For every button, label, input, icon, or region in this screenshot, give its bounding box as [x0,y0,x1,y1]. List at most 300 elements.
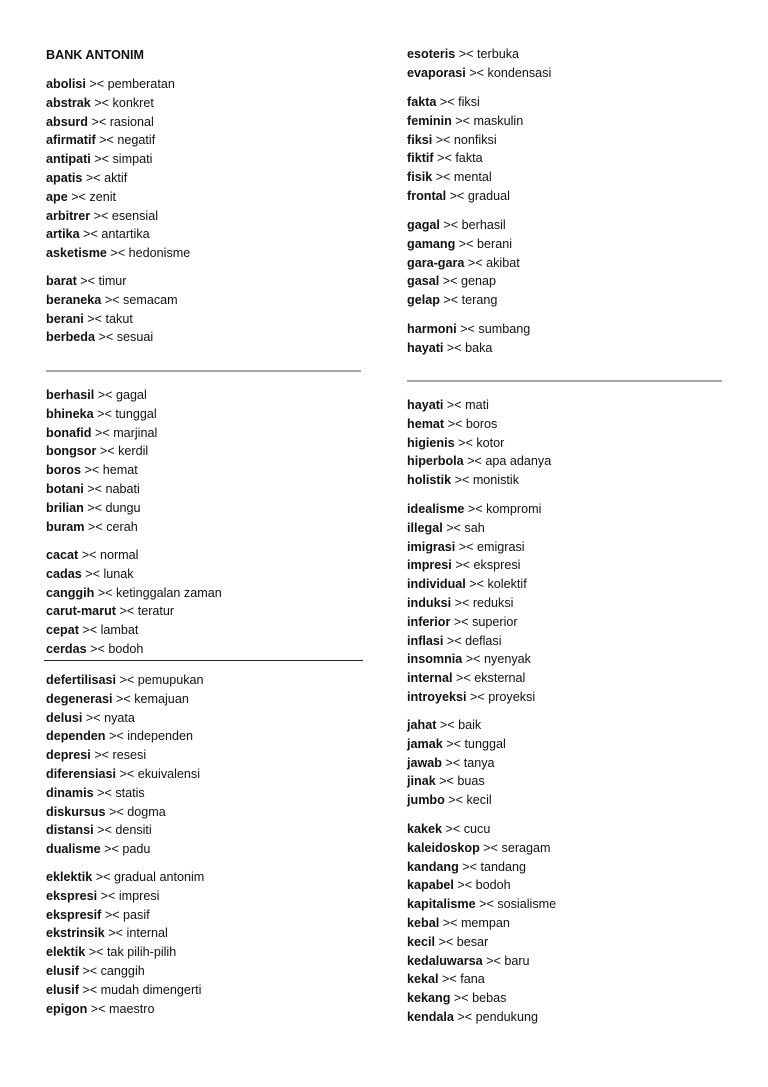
entry-word: gelap [407,293,440,308]
antonym-group [46,671,204,859]
antonym-entry [407,434,551,453]
entry-antonym: statis [115,785,145,800]
entry-word: ape [46,189,68,204]
entry-word: diskursus [46,804,106,819]
antonym-entry [46,244,190,263]
antonym-entry [407,669,541,688]
antonym-entry [407,791,506,810]
entry-word: insomnia [407,652,463,667]
antonym-entry [46,821,204,840]
entry-antonym: cerah [106,519,138,534]
entry-antonym: gradual [467,188,510,203]
entry-word: ekspresif [46,907,102,922]
entry-separator: >< [453,991,469,1006]
antonym-entry [407,187,523,206]
antonym-entry [46,386,157,405]
entry-separator: >< [93,208,109,223]
entry-word: artika [46,227,80,242]
divider-right-gray [407,380,722,382]
antonym-entry [407,415,551,434]
divider-left-black [44,660,363,661]
entry-word: cacat [46,548,79,562]
antonym-group [407,216,520,310]
antonym-entry [46,671,204,690]
entry-word: cepat [46,623,79,638]
entry-word: introyeksi [407,689,467,704]
entry-word: individual [407,577,466,592]
entry-word: dualisme [46,842,101,857]
entry-antonym: pemberatan [107,77,175,91]
entry-word: brilian [46,500,84,515]
entry-antonym: tunggal [115,406,157,421]
antonym-entry [46,272,178,291]
entry-word: depresi [46,748,91,763]
entry-antonym: nyata [104,710,135,725]
antonym-entry [46,621,222,640]
antonym-entry [407,575,541,594]
entry-separator: >< [71,189,86,204]
entry-separator: >< [110,246,126,261]
antonym-entry [46,424,157,443]
antonym-entry [46,291,178,310]
entry-word: afirmatif [46,133,96,148]
antonym-entry [46,602,222,621]
entry-antonym: resesi [112,748,147,763]
entry-separator: >< [88,519,103,534]
entry-separator: >< [435,132,451,147]
antonym-group [407,716,506,810]
entry-word: degenerasi [46,691,113,706]
entry-antonym: ekuivalensi [137,766,201,781]
entry-antonym: berani [477,236,513,251]
antonym-entry [46,405,157,424]
entry-antonym: ekspresi [473,558,521,573]
entry-word: jamak [407,736,443,751]
entry-antonym: timur [98,274,127,288]
entry-word: buram [46,519,85,534]
entry-separator: >< [82,982,98,997]
entry-separator: >< [448,793,463,808]
entry-word: elektik [46,945,86,960]
entry-word: kandang [407,859,459,874]
entry-separator: >< [80,274,96,288]
antonym-entry [46,868,204,887]
entry-separator: >< [446,736,461,751]
entry-separator: >< [87,481,102,496]
entry-antonym: internal [126,926,168,941]
entry-word: kedaluwarsa [407,953,483,968]
entry-word: esoteris [407,47,456,61]
entry-antonym: pasif [123,907,150,922]
antonym-entry [407,970,556,989]
entry-word: hemat [407,416,445,431]
entry-word: asketisme [46,246,107,261]
entry-separator: >< [446,520,461,535]
entry-word: fiksi [407,132,433,147]
antonym-group [407,45,551,83]
entry-word: harmoni [407,322,457,336]
antonym-entry [46,962,204,981]
entry-word: kakek [407,822,443,836]
antonym-entry [407,895,556,914]
antonym-entry [46,480,157,499]
antonym-entry [46,565,222,584]
entry-separator: >< [108,729,124,744]
entry-antonym: padu [122,842,151,857]
antonym-entry [46,709,204,728]
entry-antonym: sesuai [116,330,154,345]
entry-separator: >< [85,170,101,185]
entry-separator: >< [108,926,124,941]
antonym-entry [46,94,190,113]
entry-antonym: pemupukan [137,673,204,687]
entry-separator: >< [458,435,473,450]
antonym-entry [407,688,541,707]
entry-word: dinamis [46,785,94,800]
antonym-entry [407,735,506,754]
antonym-entry [46,113,190,132]
entry-separator: >< [455,113,470,128]
entry-word: kendala [407,1009,454,1024]
entry-separator: >< [457,878,473,893]
entry-word: delusi [46,710,83,725]
entry-separator: >< [98,330,114,345]
entry-separator: >< [87,500,103,515]
entry-antonym: fakta [455,151,483,166]
antonym-entry [407,45,551,64]
antonym-entry [46,690,204,709]
antonym-entry [407,112,523,131]
antonym-entry [407,989,556,1008]
antonym-group [407,500,541,707]
entry-word: jumbo [407,793,445,808]
entry-word: kapitalisme [407,897,476,912]
antonym-entry [407,471,551,490]
entry-separator: >< [104,907,120,922]
entry-antonym: lambat [100,623,139,638]
antonym-entry [407,1008,556,1027]
entry-separator: >< [97,823,112,838]
entry-word: kekal [407,972,439,987]
entry-word: gagal [407,218,440,232]
entry-separator: >< [449,188,465,203]
entry-separator: >< [454,595,470,610]
antonym-entry [407,396,551,415]
antonym-group [407,93,523,206]
entry-separator: >< [89,77,105,91]
antonym-group [46,546,222,659]
entry-antonym: fana [460,972,485,987]
entry-word: antipati [46,152,91,167]
entry-separator: >< [116,691,131,706]
entry-separator: >< [88,945,104,960]
entry-antonym: besar [456,934,489,949]
entry-antonym: mati [465,398,489,412]
entry-antonym: teratur [137,604,175,619]
entry-antonym: genap [460,274,496,289]
entry-word: boros [46,463,81,478]
entry-antonym: zenit [89,189,117,204]
entry-word: hayati [407,398,444,412]
antonym-entry [407,754,506,773]
antonym-entry [407,613,541,632]
entry-separator: >< [439,95,455,109]
entry-word: elusif [46,963,79,978]
antonym-entry [407,632,541,651]
antonym-entry [46,924,204,943]
entry-word: fisik [407,170,433,185]
antonym-group [46,386,157,536]
entry-antonym: deflasi [465,633,502,648]
entry-separator: >< [100,888,116,903]
entry-separator: >< [94,152,109,167]
entry-antonym: maskulin [473,113,524,128]
antonym-entry [46,943,204,962]
antonym-group [46,868,204,1018]
entry-antonym: sosialisme [497,897,557,912]
entry-word: internal [407,671,453,686]
antonym-group [407,320,530,358]
entry-word: holistik [407,473,452,488]
entry-word: jahat [407,718,437,732]
entry-antonym: tak pilih-pilih [106,945,177,960]
entry-antonym: antartika [101,227,150,242]
entry-antonym: emigrasi [477,539,525,554]
entry-word: arbitrer [46,208,91,223]
entry-antonym: semacam [123,292,178,307]
entry-separator: >< [469,577,484,592]
entry-separator: >< [454,473,470,488]
entry-word: frontal [407,188,447,203]
entry-word: kebal [407,915,440,930]
entry-antonym: terang [461,293,498,308]
entry-separator: >< [445,822,461,836]
entry-antonym: pendukung [475,1009,538,1024]
antonym-entry [46,207,190,226]
entry-antonym: tunggal [464,736,506,751]
entry-separator: >< [439,774,454,789]
entry-antonym: densiti [115,823,152,838]
entry-word: bonafid [46,425,92,440]
antonym-entry [407,538,541,557]
entry-antonym: ketinggalan zaman [116,585,222,600]
entry-separator: >< [435,170,451,185]
entry-separator: >< [458,236,474,251]
entry-word: kekang [407,991,451,1006]
antonym-group [407,820,556,1027]
entry-separator: >< [470,689,485,704]
entry-separator: >< [82,963,98,978]
entry-separator: >< [446,633,462,648]
antonym-entry [407,952,556,971]
entry-word: canggih [46,585,95,600]
antonym-entry [407,650,541,669]
antonym-entry [46,328,178,347]
antonym-group [46,272,178,347]
entry-antonym: aktif [104,170,128,185]
entry-antonym: independen [127,729,194,744]
divider-left-gray [46,370,361,372]
entry-antonym: bodoh [475,878,511,893]
entry-word: gara-gara [407,255,465,270]
entry-antonym: cucu [463,822,491,836]
entry-antonym: lunak [103,566,134,581]
entry-word: berhasil [46,388,95,402]
entry-separator: >< [84,463,100,478]
antonym-entry [407,876,556,895]
antonym-entry [46,188,190,207]
entry-separator: >< [438,934,454,949]
entry-antonym: maestro [109,1001,155,1016]
entry-word: beraneka [46,292,102,307]
entry-antonym: kondensasi [487,65,552,80]
antonym-entry [46,746,204,765]
entry-antonym: buas [457,774,485,789]
entry-antonym: dogma [127,804,166,819]
entry-antonym: marjinal [113,425,158,440]
entry-word: illegal [407,520,443,535]
entry-word: hayati [407,340,444,355]
entry-separator: >< [99,133,114,148]
antonym-entry [407,452,551,471]
entry-separator: >< [453,614,469,629]
entry-word: apatis [46,170,83,185]
antonym-entry [46,981,204,1000]
entry-word: ekspresi [46,888,98,903]
entry-separator: >< [458,47,474,61]
antonym-entry [46,461,157,480]
entry-antonym: fiksi [458,95,480,109]
antonym-entry [407,339,530,358]
entry-separator: >< [483,840,499,855]
entry-separator: >< [97,406,112,421]
entry-separator: >< [437,151,452,166]
entry-separator: >< [81,548,97,562]
entry-separator: >< [442,274,458,289]
antonym-entry [46,169,190,188]
entry-antonym: gradual antonim [113,870,205,884]
entry-separator: >< [446,398,462,412]
entry-antonym: mudah dimengerti [100,982,202,997]
entry-separator: >< [460,322,475,336]
entry-separator: >< [455,558,471,573]
entry-antonym: mental [453,170,492,185]
entry-separator: >< [439,718,455,732]
entry-word: evaporasi [407,65,466,80]
entry-separator: >< [94,95,110,110]
entry-word: berbeda [46,330,95,345]
entry-word: kecil [407,934,436,949]
entry-word: carut-marut [46,604,116,619]
entry-word: eklektik [46,870,93,884]
antonym-entry [407,291,520,310]
entry-antonym: normal [99,548,139,562]
entry-antonym: sumbang [478,322,531,336]
antonym-entry [407,772,506,791]
entry-antonym: tandang [480,859,527,874]
entry-separator: >< [97,785,112,800]
entry-antonym: simpati [112,152,153,167]
entry-antonym: kerdil [118,444,149,459]
entry-separator: >< [443,218,459,232]
antonym-entry [407,320,530,339]
entry-antonym: esensial [111,208,159,223]
entry-separator: >< [119,604,135,619]
antonym-entry [407,149,523,168]
entry-separator: >< [462,859,478,874]
antonym-entry [46,75,190,94]
entry-word: kaleidoskop [407,840,480,855]
antonym-entry [407,858,556,877]
entry-word: diferensiasi [46,766,116,781]
entry-separator: >< [457,1009,473,1024]
entry-separator: >< [467,255,483,270]
entry-word: fiktif [407,151,434,166]
entry-word: jawab [407,755,442,770]
entry-separator: >< [90,641,105,656]
antonym-entry [46,640,222,659]
entry-word: inflasi [407,633,444,648]
entry-antonym: nonfiksi [453,132,497,147]
entry-separator: >< [87,311,103,326]
antonym-entry [46,887,204,906]
antonym-entry [46,803,204,822]
entry-word: idealisme [407,502,465,516]
entry-separator: >< [104,842,119,857]
entry-word: inferior [407,614,451,629]
entry-word: imigrasi [407,539,456,554]
entry-separator: >< [104,292,120,307]
antonym-entry [407,556,541,575]
antonym-entry [46,906,204,925]
entry-antonym: takut [105,311,133,326]
antonym-entry [407,131,523,150]
entry-antonym: proyeksi [488,689,536,704]
antonym-entry [46,1000,204,1019]
entry-antonym: baik [458,718,482,732]
antonym-entry [407,839,556,858]
entry-word: kapabel [407,878,454,893]
entry-word: abolisi [46,77,86,91]
entry-antonym: gagal [116,388,147,402]
entry-separator: >< [82,623,98,638]
entry-word: abstrak [46,95,91,110]
entry-separator: >< [97,585,113,600]
entry-separator: >< [95,870,111,884]
antonym-entry [407,820,556,839]
entry-separator: >< [109,804,124,819]
entry-antonym: baka [465,340,493,355]
entry-antonym: negatif [117,133,156,148]
entry-separator: >< [83,227,98,242]
entry-antonym: seragam [501,840,551,855]
antonym-entry [46,442,157,461]
entry-antonym: hemat [102,463,138,478]
entry-antonym: kotor [476,435,505,450]
entry-antonym: akibat [486,255,520,270]
entry-antonym: eksternal [474,671,526,686]
entry-antonym: kompromi [486,502,542,516]
entry-word: hiperbola [407,454,464,469]
entry-separator: >< [456,671,471,686]
entry-antonym: baru [504,953,530,968]
entry-separator: >< [465,652,481,667]
antonym-entry [46,518,157,537]
antonym-entry [407,519,541,538]
antonym-group [46,75,190,263]
entry-separator: >< [90,1001,106,1016]
antonym-entry [407,93,523,112]
